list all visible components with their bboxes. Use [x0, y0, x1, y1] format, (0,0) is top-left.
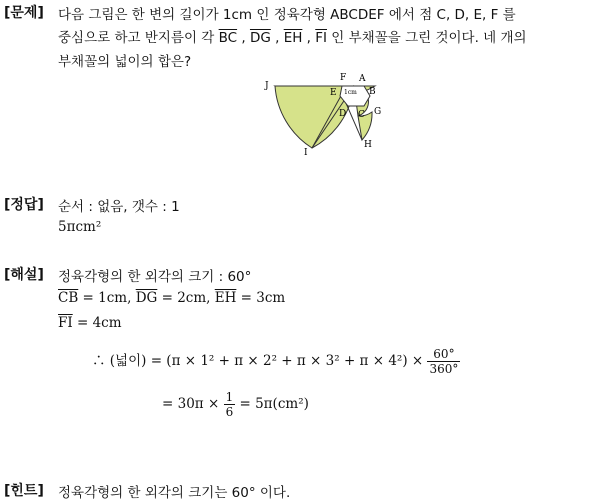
- value-fi: = 4cm: [72, 315, 122, 331]
- answer-line-1: 순서 : 없음, 갯수 : 1: [58, 199, 180, 215]
- problem-line-2-text-a: 중심으로 하고 반지름이 각: [58, 30, 219, 46]
- equation-1-left: ∴ (넓이) = (π × 1² + π × 2² + π × 3² + π × 4²) ×: [92, 353, 428, 369]
- numerator: 1: [225, 390, 234, 404]
- solution-line-3: [58, 315, 122, 331]
- value-dg: = 2cm,: [157, 290, 215, 306]
- solution-line-2: [58, 290, 285, 306]
- denominator: 360°: [429, 362, 459, 376]
- problem-line-1: 다음 그림은 한 변의 길이가 1cm 인 정육각형 ABCDEF 에서 점 C, D, E, F 를: [58, 7, 516, 23]
- numerator: 60°: [427, 347, 460, 362]
- separator: ,: [237, 30, 250, 46]
- value-cb: = 1cm,: [78, 290, 136, 306]
- separator: ,: [302, 30, 316, 46]
- segment-bc: $\overline{BC}$: [218, 30, 238, 46]
- segment-fi: $\overline{FI}$: [58, 315, 73, 331]
- equation-2: [162, 390, 309, 419]
- problem-line-2: [58, 26, 527, 46]
- value-eh: = 3cm: [236, 290, 286, 306]
- solution-tag: [해설]: [4, 267, 44, 283]
- solution-line-1: 정육각형의 한 외각의 크기 : 60°: [58, 269, 252, 285]
- label-j: J: [265, 81, 269, 91]
- segment-eh: $\overline{EH}$: [214, 290, 237, 306]
- problem-line-3: 부채꼴의 넓이의 합은?: [58, 54, 192, 70]
- separator: ,: [270, 30, 284, 46]
- segment-dg: $\overline{DG}$: [135, 290, 158, 306]
- fraction-60-360: [427, 347, 460, 376]
- side-length-label: 1cm: [344, 89, 357, 96]
- label-c: C: [358, 110, 365, 120]
- segment-dg: $\overline{DG}$: [249, 30, 271, 46]
- answer-tag: [정답]: [4, 197, 44, 213]
- segment-eh: $\overline{EH}$: [283, 30, 303, 46]
- sector-figure: [262, 70, 382, 160]
- segment-fi: $\overline{FI}$: [315, 30, 327, 46]
- label-g: G: [374, 107, 382, 117]
- hint-text: 정육각형의 한 외각의 크기는 60° 이다.: [58, 485, 291, 501]
- label-h: H: [364, 140, 372, 150]
- label-d: D: [339, 109, 347, 119]
- hint-tag: [힌트]: [4, 483, 44, 499]
- equation-2-left: = 30π ×: [162, 396, 224, 412]
- segment-cb: $\overline{CB}$: [58, 290, 79, 306]
- denominator: 6: [225, 405, 234, 419]
- answer-line-2: 5πcm²: [58, 219, 102, 235]
- problem-tag: [문제]: [4, 5, 44, 21]
- label-e: E: [330, 88, 337, 98]
- fraction-1-6: [224, 390, 236, 419]
- problem-line-2-text-b: 인 부채꼴을 그린 것이다. 네 개의: [327, 30, 527, 46]
- label-b: B: [369, 87, 376, 97]
- label-i: I: [304, 148, 308, 158]
- equation-2-right: = 5π(cm²): [235, 396, 309, 412]
- label-f: F: [340, 73, 347, 83]
- label-a: A: [359, 74, 366, 84]
- equation-1: [92, 347, 460, 376]
